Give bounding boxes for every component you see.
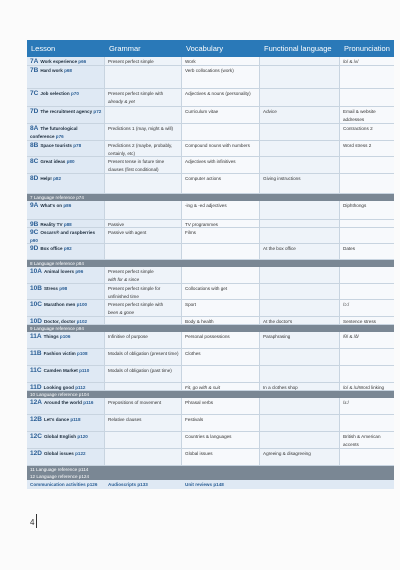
page-number-rule (36, 514, 37, 528)
lesson-title: Let's dance (43, 417, 70, 422)
pronunciation-cell (340, 267, 394, 283)
lesson-cell[interactable] (27, 432, 105, 448)
lesson-number: 12A (30, 399, 42, 406)
header-lesson: Lesson (31, 44, 56, 53)
functional-cell: Agreeing & disagreeing (260, 449, 340, 465)
grammar-cell (105, 300, 182, 316)
functional-cell (260, 220, 340, 227)
pronunciation-cell (340, 449, 394, 465)
vocabulary-cell (182, 449, 260, 465)
vocabulary-cell (182, 157, 260, 173)
vocabulary-text: Computer actions (185, 176, 222, 181)
vocabulary-text: Compound nouns with numbers (185, 143, 250, 148)
lesson-page: p70 (70, 91, 79, 96)
header-vocabulary: Vocabulary (186, 44, 224, 53)
lesson-cell[interactable] (27, 284, 105, 299)
grammar-text: Relative clauses (108, 417, 142, 422)
vocabulary-cell (182, 124, 260, 140)
grammar-text: Present perfect simple with (108, 91, 164, 96)
vocabulary-text: Sport (185, 302, 196, 307)
lesson-title: Space tourists (40, 143, 72, 148)
lesson-page: p108 (77, 351, 88, 356)
lesson-number: 8D (30, 175, 39, 182)
lesson-cell[interactable] (27, 449, 105, 465)
grammar-cell (105, 157, 182, 173)
lesson-page: p66 (78, 59, 87, 64)
lesson-number: 11C (30, 367, 42, 374)
pronunciation-cell: Email & website addresses (340, 107, 394, 123)
functional-cell: Advice (260, 107, 340, 123)
vocabulary-cell (182, 57, 260, 65)
lesson-row (27, 398, 394, 415)
pronunciation-cell (340, 415, 394, 431)
grammar-cell (105, 332, 182, 348)
lesson-page: p112 (75, 385, 86, 390)
pronunciation-cell (340, 284, 394, 299)
vocabulary-text: Body & health (185, 319, 214, 324)
functional-cell (260, 66, 340, 88)
lesson-number: 11D (30, 384, 42, 390)
contents-table (27, 40, 394, 489)
pronunciation-cell: /ɜ:/ (340, 398, 394, 414)
vocabulary-text: Festivals (185, 417, 204, 422)
lesson-number: 9B (30, 221, 39, 227)
lesson-title: What's on (40, 203, 63, 208)
grammar-cell (105, 349, 182, 365)
vocabulary-text: Work (185, 59, 196, 64)
lesson-row (27, 244, 394, 260)
lesson-title: Animal lovers (43, 269, 75, 274)
vocabulary-text: Personal possessions (185, 334, 230, 339)
lesson-title: Around the world (43, 400, 82, 405)
lesson-row (27, 141, 394, 157)
lesson-page: p106 (59, 334, 71, 339)
table-footer (27, 480, 394, 489)
lesson-title: Hard work (40, 68, 63, 73)
footer-unit-reviews[interactable]: Unit reviews p148 (185, 482, 224, 487)
grammar-cell (105, 398, 182, 414)
vocabulary-cell (182, 366, 260, 382)
lesson-cell[interactable] (27, 141, 105, 156)
functional-cell (260, 415, 340, 431)
grammar-cell (105, 107, 182, 123)
grammar-cell (105, 267, 182, 283)
grammar-cell (105, 174, 182, 193)
grammar-cell (105, 124, 182, 140)
pronunciation-cell: British & American accents (340, 432, 394, 448)
vocabulary-cell (182, 398, 260, 414)
lesson-row (27, 332, 394, 349)
lesson-page: p78 (73, 143, 82, 148)
grammar-cell (105, 201, 182, 219)
page-number: 4 (30, 518, 35, 527)
lesson-row (27, 449, 394, 466)
grammar-text: Infinitive of purpose (108, 334, 148, 339)
functional-cell: In a clothes shop (260, 383, 340, 390)
lesson-number: 8A (30, 125, 39, 132)
lesson-number: 7B (30, 67, 39, 74)
vocabulary-cell (182, 432, 260, 448)
functional-cell (260, 89, 340, 106)
lesson-row (27, 349, 394, 366)
pronunciation-cell (340, 89, 394, 106)
vocabulary-text: Collocations with get (185, 286, 228, 291)
header-functional: Functional language (264, 44, 332, 53)
lesson-title: Job selection (40, 91, 70, 96)
lesson-page: p72 (93, 109, 102, 114)
lesson-title: Great ideas (40, 159, 66, 164)
lesson-cell[interactable] (27, 157, 105, 173)
language-reference-bar[interactable]: 10 Language reference p104 (27, 391, 394, 398)
footer-audioscripts[interactable]: Audioscripts p133 (108, 482, 148, 487)
lesson-row (27, 383, 394, 391)
lesson-cell[interactable] (27, 66, 105, 88)
pronunciation-cell (340, 66, 394, 88)
grammar-cell (105, 317, 182, 324)
lesson-row (27, 432, 394, 449)
pronunciation-cell (340, 349, 394, 365)
vocabulary-text: Adjectives with infinitives (185, 159, 236, 164)
lesson-title: Things (43, 334, 59, 339)
functional-cell (260, 284, 340, 299)
functional-cell (260, 366, 340, 382)
pronunciation-cell: Word stress 2 (340, 141, 394, 156)
lesson-cell[interactable] (27, 383, 105, 390)
pronunciation-cell (340, 220, 394, 227)
lesson-row (27, 284, 394, 300)
pronunciation-cell: Sentence stress (340, 317, 394, 324)
grammar-cell (105, 366, 182, 382)
grammar-cell (105, 228, 182, 243)
lesson-row (27, 228, 394, 244)
grammar-cell (105, 66, 182, 88)
lesson-page: p120 (77, 434, 88, 439)
grammar-italic: already & yet (108, 99, 135, 104)
vocabulary-cell (182, 220, 260, 227)
grammar-cell (105, 284, 182, 299)
lesson-title: Reality TV (40, 222, 63, 227)
lesson-number: 11B (30, 350, 42, 357)
lesson-page: p80 (66, 159, 75, 164)
functional-cell (260, 157, 340, 173)
lesson-number: 8C (30, 158, 39, 165)
grammar-cell (105, 449, 182, 465)
functional-cell (260, 201, 340, 219)
lesson-number: 12B (30, 416, 42, 423)
pronunciation-cell: /θ/ & /ð/ (340, 332, 394, 348)
grammar-cell (105, 415, 182, 431)
lesson-page: p98 (59, 286, 68, 291)
header-grammar: Grammar (109, 44, 141, 53)
lesson-page: p116 (83, 400, 94, 405)
grammar-text: Present perfect simple with (108, 302, 164, 307)
pronunciation-cell: Dates (340, 244, 394, 259)
lesson-page: p96 (75, 269, 84, 274)
functional-cell: At the box office (260, 244, 340, 259)
vocabulary-cell (182, 332, 260, 348)
functional-cell (260, 300, 340, 316)
footer-communication[interactable]: Communication activities p126 (30, 482, 98, 487)
language-reference-bar[interactable]: 8 Language reference p84 (27, 260, 394, 267)
lesson-cell[interactable] (27, 174, 105, 193)
lesson-row (27, 66, 394, 89)
vocabulary-text: Curriculum vitae (185, 109, 219, 114)
lesson-page: p76 (55, 134, 64, 139)
lesson-cell[interactable] (27, 300, 105, 316)
header-pronunciation: Pronunciation (344, 44, 390, 53)
lesson-title: Work experience (40, 59, 77, 64)
lesson-title: Marathon men (43, 302, 76, 307)
functional-cell (260, 349, 340, 365)
lesson-number: 9D (30, 245, 39, 252)
functional-cell (260, 124, 340, 140)
lesson-number: 12C (30, 433, 42, 440)
lesson-row (27, 201, 394, 220)
vocabulary-text: Phrasal verbs (185, 400, 214, 405)
vocabulary-cell (182, 383, 260, 390)
grammar-cell (105, 220, 182, 227)
lesson-title: Oscars® and raspberries (40, 230, 96, 235)
lesson-number: 10C (30, 301, 42, 308)
lesson-page: p90 (30, 238, 38, 243)
grammar-text: Prepositions of movement (108, 400, 162, 405)
lesson-row (27, 300, 394, 317)
lesson-cell[interactable] (27, 332, 105, 348)
vocabulary-cell (182, 317, 260, 324)
lesson-page: p88 (63, 222, 72, 227)
vocabulary-text: Clothes (185, 351, 201, 356)
language-reference-bar[interactable]: 9 Language reference p94 (27, 325, 394, 332)
functional-cell: Giving instructions (260, 174, 340, 193)
functional-cell (260, 398, 340, 414)
lesson-page: p100 (76, 302, 88, 307)
vocabulary-text: Films (185, 230, 196, 235)
grammar-text: Modals of obligation (past time) (108, 368, 172, 373)
grammar-text: Present perfect simple for unfinished time (108, 286, 161, 299)
grammar-text: Modals of obligation (present time) (108, 351, 179, 356)
vocabulary-cell (182, 107, 260, 123)
grammar-italic: with for & since (108, 277, 140, 282)
vocabulary-cell (182, 244, 260, 259)
vocabulary-text: Global issues (185, 451, 213, 456)
lesson-page: p92 (63, 246, 72, 251)
grammar-text: Present perfect simple (108, 269, 154, 274)
pronunciation-cell (340, 174, 394, 193)
lesson-row (27, 366, 394, 383)
lesson-number: 11A (30, 333, 42, 340)
lesson-number: 8B (30, 142, 39, 149)
pronunciation-cell: Diphthongs (340, 201, 394, 219)
lesson-cell[interactable] (27, 349, 105, 365)
lesson-title: Doctor, doctor (43, 319, 76, 324)
vocabulary-text: Countries & languages (185, 434, 232, 439)
vocabulary-text: Verb collocations (work) (185, 68, 234, 73)
grammar-cell (105, 383, 182, 390)
lesson-row (27, 317, 394, 325)
vocabulary-cell (182, 228, 260, 243)
lesson-row (27, 157, 394, 174)
lesson-title: Fashion victim (43, 351, 76, 356)
lesson-cell[interactable] (27, 267, 105, 283)
vocabulary-cell (182, 284, 260, 299)
vocabulary-cell (182, 66, 260, 88)
pronunciation-cell (340, 157, 394, 173)
lesson-title: Stress (43, 286, 58, 291)
vocabulary-text: Fit, go with & suit (185, 385, 220, 390)
lesson-number: 12D (30, 450, 42, 457)
vocabulary-cell (182, 349, 260, 365)
vocabulary-text: Adjectives & nouns (personality) (185, 91, 251, 96)
vocabulary-cell (182, 89, 260, 106)
lesson-title: The recruitment agency (40, 109, 93, 114)
lesson-number: 7C (30, 90, 39, 97)
lesson-row (27, 267, 394, 284)
grammar-text: Passive with agent (108, 230, 147, 235)
lesson-row (27, 174, 394, 194)
pronunciation-cell: Contractions 2 (340, 124, 394, 140)
lesson-number: 10A (30, 268, 42, 275)
lesson-row (27, 415, 394, 432)
grammar-cell (105, 89, 182, 106)
language-reference-bar[interactable]: 7 Language reference p74 (27, 194, 394, 201)
vocabulary-cell (182, 174, 260, 193)
grammar-text: Present perfect simple (108, 59, 154, 64)
vocabulary-cell (182, 201, 260, 219)
vocabulary-cell (182, 415, 260, 431)
functional-cell (260, 57, 340, 65)
grammar-text: Present tense in future time clauses (first conditional) (108, 159, 165, 172)
lesson-cell[interactable] (27, 220, 105, 227)
functional-cell (260, 267, 340, 283)
lesson-title: Box office (40, 246, 63, 251)
pronunciation-cell: /ɒ/ & /ʊ/Word linking (340, 383, 394, 390)
lesson-title: Global English (43, 434, 77, 439)
lesson-row (27, 124, 394, 141)
lesson-title: Help! (40, 176, 52, 181)
lesson-row (27, 107, 394, 124)
vocabulary-cell (182, 300, 260, 316)
lesson-number: 9C (30, 229, 39, 236)
pronunciation-cell: /ɔ:/ (340, 300, 394, 316)
lesson-cell[interactable] (27, 244, 105, 259)
lesson-number: 7D (30, 108, 39, 115)
vocabulary-cell (182, 141, 260, 156)
pronunciation-cell (340, 228, 394, 243)
functional-cell: At the doctor's (260, 317, 340, 324)
lesson-cell[interactable] (27, 415, 105, 431)
lesson-number: 7A (30, 58, 39, 65)
lesson-title: The futurological conference (30, 126, 78, 139)
grammar-cell (105, 432, 182, 448)
lesson-title: Camden Market (43, 368, 78, 373)
lesson-number: 9A (30, 202, 39, 209)
grammar-text: Passive (108, 222, 125, 227)
lesson-cell[interactable] (27, 317, 105, 324)
lesson-number: 10D (30, 318, 42, 324)
lesson-page: p82 (53, 176, 61, 181)
language-reference-bar[interactable]: 11 Language reference p114 (27, 466, 394, 473)
lesson-row (27, 89, 394, 107)
table-header (27, 40, 394, 57)
grammar-cell (105, 57, 182, 65)
lesson-cell[interactable] (27, 228, 105, 243)
lesson-title: Global issues (43, 451, 74, 456)
grammar-text: Predictions 2 (maybe, probably, certainly, etc) (108, 143, 173, 156)
vocabulary-text: TV programmes (185, 222, 218, 227)
lesson-page: p68 (64, 68, 72, 73)
grammar-italic: been & gone (108, 310, 135, 315)
grammar-cell (105, 141, 182, 156)
lesson-cell[interactable] (27, 201, 105, 219)
pronunciation-cell: /ɒ/ & /ʌ/ (340, 57, 394, 65)
grammar-cell (105, 244, 182, 259)
functional-cell (260, 141, 340, 156)
lesson-cell[interactable] (27, 398, 105, 414)
lesson-page: p122 (75, 451, 86, 456)
functional-cell: Paraphrasing (260, 332, 340, 348)
vocabulary-cell (182, 267, 260, 283)
functional-cell (260, 432, 340, 448)
lesson-title: Looking good (43, 385, 74, 390)
lesson-cell[interactable] (27, 366, 105, 382)
functional-cell (260, 228, 340, 243)
lesson-cell[interactable] (27, 89, 105, 106)
lesson-cell[interactable] (27, 107, 105, 123)
lesson-number: 10B (30, 285, 42, 292)
lesson-cell[interactable] (27, 124, 105, 140)
lesson-cell[interactable] (27, 57, 105, 65)
grammar-text: Predictions 1 (may, might & will) (108, 126, 174, 131)
lesson-page: p102 (76, 319, 88, 324)
vocabulary-text: -ing & -ed adjectives (185, 203, 227, 208)
lesson-page: p110 (79, 368, 90, 373)
pronunciation-cell (340, 366, 394, 382)
lesson-page: p118 (70, 417, 81, 422)
lesson-row (27, 57, 394, 66)
language-reference-bar[interactable]: 12 Language reference p124 (27, 473, 394, 480)
lesson-page: p86 (63, 203, 72, 208)
lesson-row (27, 220, 394, 228)
